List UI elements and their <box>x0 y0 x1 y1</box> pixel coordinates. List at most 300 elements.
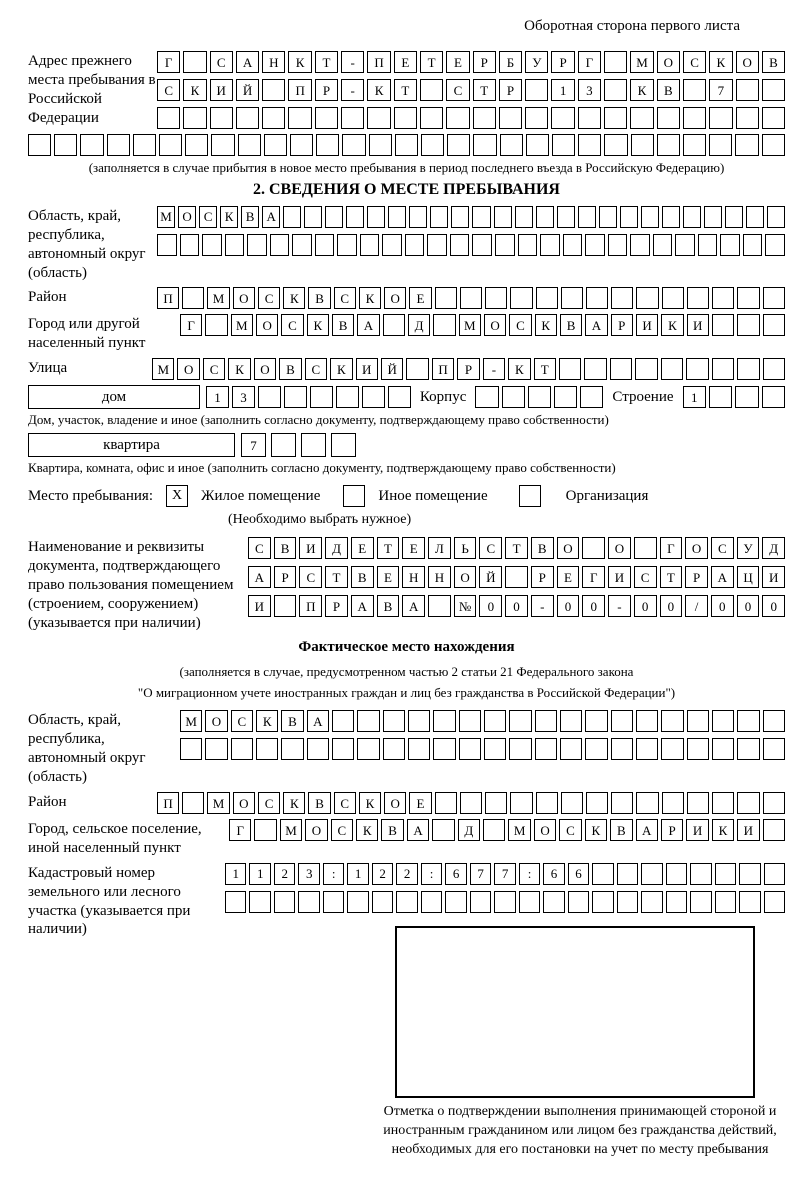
char-cell <box>585 234 605 256</box>
oblast2-block <box>28 710 785 787</box>
char-cell <box>406 358 428 380</box>
char-cell: С <box>446 79 469 101</box>
char-cell: К <box>330 358 352 380</box>
char-cell <box>408 710 430 732</box>
prev-address-rows <box>157 51 785 129</box>
char-cell <box>510 287 532 309</box>
char-cell <box>698 234 718 256</box>
char-cell: 2 <box>396 863 417 885</box>
char-cell <box>484 710 506 732</box>
char-cell <box>262 107 285 129</box>
char-cell: О <box>484 314 506 336</box>
section3-title: Фактическое место нахождения <box>298 638 515 655</box>
char-cell <box>211 134 234 156</box>
char-cell: А <box>407 819 429 841</box>
dom-caption: Дом, участок, владение и иное (заполнить согласно документу, подтверждающему право собственности) <box>28 412 609 428</box>
char-cell <box>236 107 259 129</box>
char-cell <box>435 287 457 309</box>
char-cell: П <box>157 792 179 814</box>
char-cell <box>231 738 253 760</box>
kadastr-line-1 <box>225 863 785 885</box>
char-cell <box>641 891 662 913</box>
section3-caption-1: (заполняется в случае, предусмотренном частью 2 статьи 21 Федерального закона <box>179 663 634 679</box>
oblast2-line-1 <box>180 710 785 732</box>
char-cell <box>433 314 455 336</box>
char-cell <box>737 314 759 336</box>
char-cell <box>737 792 759 814</box>
char-cell <box>205 314 227 336</box>
char-cell: И <box>210 79 233 101</box>
char-cell: Г <box>157 51 180 73</box>
char-cell: С <box>479 537 502 559</box>
char-cell: У <box>525 51 548 73</box>
char-cell <box>292 234 312 256</box>
char-cell <box>405 234 425 256</box>
char-cell: 2 <box>372 863 393 885</box>
char-cell <box>460 287 482 309</box>
char-cell: С <box>157 79 180 101</box>
char-cell: Г <box>582 566 605 588</box>
char-cell <box>342 134 365 156</box>
char-cell <box>325 206 343 228</box>
char-cell <box>690 891 711 913</box>
char-cell <box>712 792 734 814</box>
char-cell: : <box>421 863 442 885</box>
char-cell <box>526 134 549 156</box>
char-cell <box>484 738 506 760</box>
char-cell: И <box>356 358 378 380</box>
gorod-label: Город или другой населенный пункт <box>28 316 146 352</box>
char-cell <box>346 206 364 228</box>
char-cell <box>762 386 785 408</box>
char-cell <box>475 386 498 408</box>
char-cell <box>551 107 574 129</box>
char-cell <box>557 206 575 228</box>
raion-block <box>28 287 785 309</box>
char-cell <box>310 386 333 408</box>
char-cell: А <box>262 206 280 228</box>
char-cell <box>332 710 354 732</box>
char-cell: Т <box>473 79 496 101</box>
char-cell <box>763 792 785 814</box>
char-cell: В <box>531 537 554 559</box>
char-cell <box>560 738 582 760</box>
char-cell <box>383 314 405 336</box>
char-cell <box>675 234 695 256</box>
raion-line <box>157 287 785 309</box>
char-cell <box>182 287 204 309</box>
char-cell <box>451 206 469 228</box>
char-cell: Е <box>557 566 580 588</box>
char-cell <box>715 891 736 913</box>
char-cell <box>686 358 708 380</box>
char-cell <box>288 107 311 129</box>
char-cell: - <box>608 595 631 617</box>
prev-address-line-4 <box>28 134 785 156</box>
char-cell <box>592 891 613 913</box>
char-cell <box>502 386 525 408</box>
char-cell: Е <box>409 792 431 814</box>
ulitsa-block <box>28 358 785 380</box>
char-cell: 0 <box>737 595 760 617</box>
option-org-label: Организация <box>565 487 649 504</box>
char-cell: А <box>402 595 425 617</box>
gorod2-block <box>28 819 785 858</box>
char-cell <box>657 134 680 156</box>
char-cell <box>360 234 380 256</box>
char-cell <box>341 107 364 129</box>
char-cell <box>421 134 444 156</box>
char-cell <box>107 134 130 156</box>
char-cell <box>592 863 613 885</box>
char-cell: А <box>248 566 271 588</box>
oblast-line-2 <box>157 234 785 256</box>
char-cell: 7 <box>241 433 266 457</box>
char-cell <box>362 386 385 408</box>
char-cell <box>494 206 512 228</box>
char-cell: Н <box>262 51 285 73</box>
stamp-box <box>395 926 755 1098</box>
char-cell: О <box>454 566 477 588</box>
char-cell <box>509 738 531 760</box>
char-cell <box>666 891 687 913</box>
oblast2-line-2 <box>180 738 785 760</box>
char-cell <box>687 710 709 732</box>
char-cell: С <box>210 51 233 73</box>
char-cell <box>709 386 732 408</box>
char-cell <box>500 134 523 156</box>
char-cell: С <box>199 206 217 228</box>
char-cell <box>315 107 338 129</box>
char-cell <box>383 738 405 760</box>
char-cell <box>540 234 560 256</box>
char-cell: Н <box>402 566 425 588</box>
char-cell <box>428 595 451 617</box>
prev-address-line-2 <box>157 79 785 101</box>
char-cell <box>736 79 759 101</box>
kadastr-label: Кадастровый номер земельного или лесного участка (указывается при наличии) <box>28 864 191 938</box>
dom-cells <box>206 386 411 408</box>
gorod-line <box>180 314 785 336</box>
char-cell <box>687 738 709 760</box>
char-cell <box>712 287 734 309</box>
char-cell: К <box>535 314 557 336</box>
char-cell: П <box>432 358 454 380</box>
char-cell <box>635 358 657 380</box>
char-cell <box>271 433 296 457</box>
document-line-3 <box>248 595 785 617</box>
char-cell: М <box>207 287 229 309</box>
char-cell <box>80 134 103 156</box>
char-cell <box>183 51 206 73</box>
char-cell: О <box>233 287 255 309</box>
stay-type-note: (Необходимо выбрать нужное) <box>228 512 412 528</box>
char-cell: Р <box>531 566 554 588</box>
stroenie-cells <box>683 386 785 408</box>
char-cell: Е <box>409 287 431 309</box>
char-cell: И <box>299 537 322 559</box>
char-cell <box>536 206 554 228</box>
char-cell <box>331 433 356 457</box>
char-cell: П <box>288 79 311 101</box>
char-cell: М <box>459 314 481 336</box>
char-cell <box>578 134 601 156</box>
char-cell: К <box>220 206 238 228</box>
char-cell <box>264 134 287 156</box>
char-cell <box>336 386 359 408</box>
char-cell <box>445 891 466 913</box>
kvartira-caption: Квартира, комната, офис и иное (заполнить согласно документу, подтверждающему право собственности) <box>28 460 616 476</box>
char-cell <box>396 891 417 913</box>
char-cell: - <box>531 595 554 617</box>
char-cell: Т <box>315 51 338 73</box>
char-cell <box>307 738 329 760</box>
char-cell: № <box>454 595 477 617</box>
char-cell: Ц <box>737 566 760 588</box>
char-cell: О <box>608 537 631 559</box>
kvartira-box: квартира <box>28 433 235 457</box>
char-cell: С <box>334 287 356 309</box>
char-cell <box>763 314 785 336</box>
char-cell <box>421 891 442 913</box>
char-cell: В <box>560 314 582 336</box>
char-cell: Д <box>762 537 785 559</box>
char-cell: О <box>685 537 708 559</box>
char-cell <box>369 134 392 156</box>
char-cell: В <box>332 314 354 336</box>
char-cell: К <box>359 287 381 309</box>
char-cell <box>459 710 481 732</box>
oblast2-label: Область, край, республика, автономный округ (область) <box>28 712 146 786</box>
char-cell: Т <box>394 79 417 101</box>
char-cell: В <box>762 51 785 73</box>
char-cell <box>712 738 734 760</box>
char-cell: М <box>157 206 175 228</box>
char-cell: К <box>630 79 653 101</box>
char-cell <box>683 107 706 129</box>
char-cell <box>446 107 469 129</box>
dom-box: дом <box>28 385 200 409</box>
char-cell <box>483 819 505 841</box>
char-cell <box>690 863 711 885</box>
char-cell: Й <box>381 358 403 380</box>
char-cell <box>735 386 758 408</box>
char-cell: Р <box>325 595 348 617</box>
char-cell: 0 <box>479 595 502 617</box>
char-cell: П <box>157 287 179 309</box>
char-cell <box>262 79 285 101</box>
char-cell <box>430 206 448 228</box>
char-cell: С <box>248 537 271 559</box>
raion2-line <box>157 792 785 814</box>
dom-row <box>28 385 785 409</box>
char-cell: Й <box>236 79 259 101</box>
char-cell <box>205 738 227 760</box>
char-cell: 7 <box>470 863 491 885</box>
char-cell: Е <box>351 537 374 559</box>
char-cell <box>270 234 290 256</box>
char-cell <box>739 891 760 913</box>
oblast-label: Область, край, республика, автономный округ (область) <box>28 207 146 281</box>
char-cell: К <box>283 792 305 814</box>
document-line-2 <box>248 566 785 588</box>
prev-address-label: Адрес прежнего места пребывания в Российской Федерации <box>28 53 156 126</box>
char-cell <box>536 287 558 309</box>
char-cell <box>447 134 470 156</box>
char-cell: П <box>299 595 322 617</box>
char-cell: О <box>384 792 406 814</box>
char-cell <box>519 891 540 913</box>
stamp-caption: Отметка о подтверждении выполнения принимающей стороной и иностранным гражданином или лицом без гражданства действий, необходимых для его постановки на учет по месту пребывания <box>383 1104 777 1158</box>
char-cell <box>323 891 344 913</box>
kadastr-line-2 <box>225 891 785 913</box>
char-cell: С <box>711 537 734 559</box>
char-cell <box>433 710 455 732</box>
char-cell: Р <box>499 79 522 101</box>
char-cell <box>284 386 307 408</box>
char-cell: С <box>509 314 531 336</box>
char-cell <box>536 792 558 814</box>
char-cell <box>254 819 276 841</box>
char-cell <box>764 863 785 885</box>
char-cell <box>518 234 538 256</box>
char-cell <box>764 891 785 913</box>
char-cell: 3 <box>578 79 601 101</box>
char-cell: С <box>334 792 356 814</box>
char-cell <box>509 710 531 732</box>
char-cell <box>408 738 430 760</box>
char-cell <box>515 206 533 228</box>
prev-address-caption: (заполняется в случае прибытия в новое место пребывания в период последнего въезда в Российскую Федерацию) <box>88 160 725 175</box>
char-cell <box>687 792 709 814</box>
char-cell: М <box>207 792 229 814</box>
char-cell <box>661 738 683 760</box>
char-cell <box>394 107 417 129</box>
char-cell: К <box>508 358 530 380</box>
char-cell <box>737 287 759 309</box>
char-cell <box>735 134 758 156</box>
char-cell <box>586 287 608 309</box>
char-cell <box>315 234 335 256</box>
document-line-1 <box>248 537 785 559</box>
char-cell <box>420 79 443 101</box>
char-cell <box>763 738 785 760</box>
oblast-block <box>28 206 785 283</box>
char-cell: Е <box>377 566 400 588</box>
document-label: Наименование и реквизиты документа, подтверждающего право пользования помещением (строением, сооружением) (указывается при наличии) <box>28 539 234 631</box>
char-cell: К <box>712 819 734 841</box>
char-cell: П <box>367 51 390 73</box>
char-cell <box>337 234 357 256</box>
char-cell <box>617 891 638 913</box>
char-cell: Т <box>505 537 528 559</box>
korpus-cells <box>475 386 603 408</box>
char-cell: У <box>737 537 760 559</box>
ulitsa-label: Улица <box>28 360 68 377</box>
char-cell: С <box>683 51 706 73</box>
char-cell: Р <box>551 51 574 73</box>
char-cell: О <box>557 537 580 559</box>
raion-label: Район <box>28 289 67 306</box>
prev-address-block <box>28 51 785 129</box>
gorod-block <box>28 314 785 353</box>
char-cell: Т <box>660 566 683 588</box>
char-cell: Е <box>446 51 469 73</box>
char-cell <box>210 107 233 129</box>
char-cell <box>535 710 557 732</box>
char-cell <box>133 134 156 156</box>
checkbox-org <box>519 485 541 507</box>
char-cell: И <box>636 314 658 336</box>
char-cell <box>472 206 490 228</box>
char-cell <box>552 134 575 156</box>
char-cell: Н <box>428 566 451 588</box>
char-cell <box>739 863 760 885</box>
char-cell <box>180 738 202 760</box>
char-cell <box>662 206 680 228</box>
char-cell <box>525 107 548 129</box>
char-cell <box>383 710 405 732</box>
char-cell <box>709 107 732 129</box>
char-cell: Д <box>408 314 430 336</box>
char-cell: О <box>256 314 278 336</box>
char-cell <box>709 134 732 156</box>
checkbox-zhiloe: X <box>166 485 188 507</box>
char-cell: В <box>377 595 400 617</box>
char-cell <box>357 738 379 760</box>
char-cell <box>409 206 427 228</box>
kvartira-cells <box>241 433 356 457</box>
char-cell: Т <box>534 358 556 380</box>
char-cell <box>586 792 608 814</box>
char-cell: 6 <box>568 863 589 885</box>
char-cell: С <box>331 819 353 841</box>
char-cell <box>485 287 507 309</box>
section2-title: 2. СВЕДЕНИЯ О МЕСТЕ ПРЕБЫВАНИЯ <box>253 180 560 198</box>
char-cell: Т <box>377 537 400 559</box>
char-cell: 0 <box>582 595 605 617</box>
char-cell <box>712 358 734 380</box>
char-cell <box>599 206 617 228</box>
char-cell <box>630 107 653 129</box>
char-cell: О <box>534 819 556 841</box>
char-cell <box>367 107 390 129</box>
char-cell: К <box>359 792 381 814</box>
char-cell <box>395 134 418 156</box>
char-cell: - <box>483 358 505 380</box>
char-cell: В <box>241 206 259 228</box>
char-cell <box>510 792 532 814</box>
char-cell <box>543 891 564 913</box>
char-cell: : <box>519 863 540 885</box>
char-cell <box>494 891 515 913</box>
char-cell: В <box>308 792 330 814</box>
char-cell: В <box>657 79 680 101</box>
char-cell: Й <box>479 566 502 588</box>
char-cell <box>372 891 393 913</box>
char-cell: М <box>280 819 302 841</box>
prev-address-line-1 <box>157 51 785 73</box>
char-cell: М <box>231 314 253 336</box>
page-header: Оборотная сторона первого листа <box>524 18 740 34</box>
char-cell: Г <box>578 51 601 73</box>
char-cell <box>620 206 638 228</box>
char-cell: Е <box>394 51 417 73</box>
char-cell: Е <box>402 537 425 559</box>
char-cell: О <box>233 792 255 814</box>
char-cell <box>762 107 785 129</box>
char-cell <box>274 595 297 617</box>
